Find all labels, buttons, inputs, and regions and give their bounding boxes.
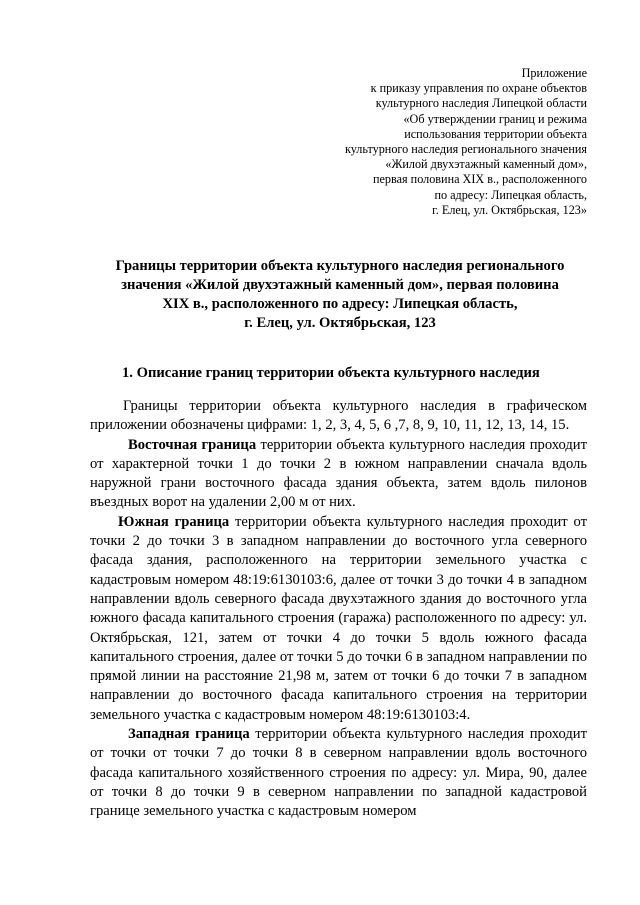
south-border-text: территории объекта культурного наследия проходит от точки 2 до точки 3 в западном направлении до восточного угла северного фасада здания, расположенного на территории земельного участка с кадастровым номером 48:19:6130103:6, далее от точки 3 до точки 4 в западном направлении вдоль северного фасада двухэтажного здания до восточного угла южного фасада капитального строения (гаража) расположенного по адресу: ул. Октябрьская, 121, затем от точки 4 до точки 5 вдоль южного фасада капитального строения, далее от точки 5 до точки 6 в западном направлении по прямой линии на расстояние 21,98 м, затем от точки 6 до точки 7 в западном направлении до восточного фасада капитального строения на территории земельного участка с кадастровым номером 48:19:6130103:4.	[90, 513, 587, 723]
intro-paragraph: Границы территории объекта культурного наследия в графическом приложении обозначены цифрами: 1, 2, 3, 4, 5, 6 ,7, 8, 9, 10, 11, 12, 13, 14, 15.	[90, 398, 587, 434]
west-border-label: Западная граница	[128, 726, 250, 743]
appendix-line: г. Елец, ул. Октябрьская, 123»	[432, 202, 587, 217]
title-line: Границы территории объекта культурного наследия регионального	[115, 258, 565, 274]
west-border-text: территории объекта культурного наследия проходит от точки от точки 7 до точки 8 в северном направлении вдоль восточного фасада капитального хозяйственного строения по адресу: ул. Мира, 90, далее от точки 8 до точки 9 в северном направлении по западной кадастровой границе земельного участка с кадастровым номером	[90, 726, 587, 820]
west-border-paragraph	[90, 725, 587, 821]
south-border-paragraph	[90, 513, 587, 725]
appendix-line: культурного наследия Липецкой области	[375, 96, 587, 111]
section-heading: 1. Описание границ территории объекта культурного наследия	[122, 365, 540, 381]
appendix-line: по адресу: Липецкая область,	[434, 187, 587, 202]
document-body	[90, 397, 587, 822]
appendix-line: культурного наследия регионального значения	[344, 142, 587, 157]
document-title	[60, 257, 620, 333]
title-line: значения «Жилой двухэтажный каменный дом», первая половина	[121, 277, 559, 293]
east-border-text: территории объекта культурного наследия проходит от характерной точки 1 до точки 2 в южном направлении сначала вдоль наружной грани восточного фасада здания объекта, затем вдоль пилонов въездных ворот на удалении 2,00 м от них.	[90, 436, 587, 511]
east-border-label: Восточная граница	[128, 436, 257, 453]
appendix-line: «Жилой двухэтажный каменный дом»,	[385, 157, 587, 172]
appendix-line: использования территории объекта	[404, 126, 587, 141]
east-border-paragraph	[90, 436, 587, 513]
appendix-header	[345, 66, 587, 218]
appendix-line: Приложение	[521, 66, 587, 80]
title-line: г. Елец, ул. Октябрьская, 123	[244, 315, 436, 331]
appendix-line: к приказу управления по охране объектов	[370, 81, 587, 96]
south-border-label: Южная граница	[118, 513, 230, 530]
title-line: XIX в., расположенного по адресу: Липецкая область,	[162, 296, 518, 312]
appendix-line: первая половина XIX в., расположенного	[372, 172, 587, 187]
appendix-line: «Об утверждении границ и режима	[403, 111, 587, 126]
